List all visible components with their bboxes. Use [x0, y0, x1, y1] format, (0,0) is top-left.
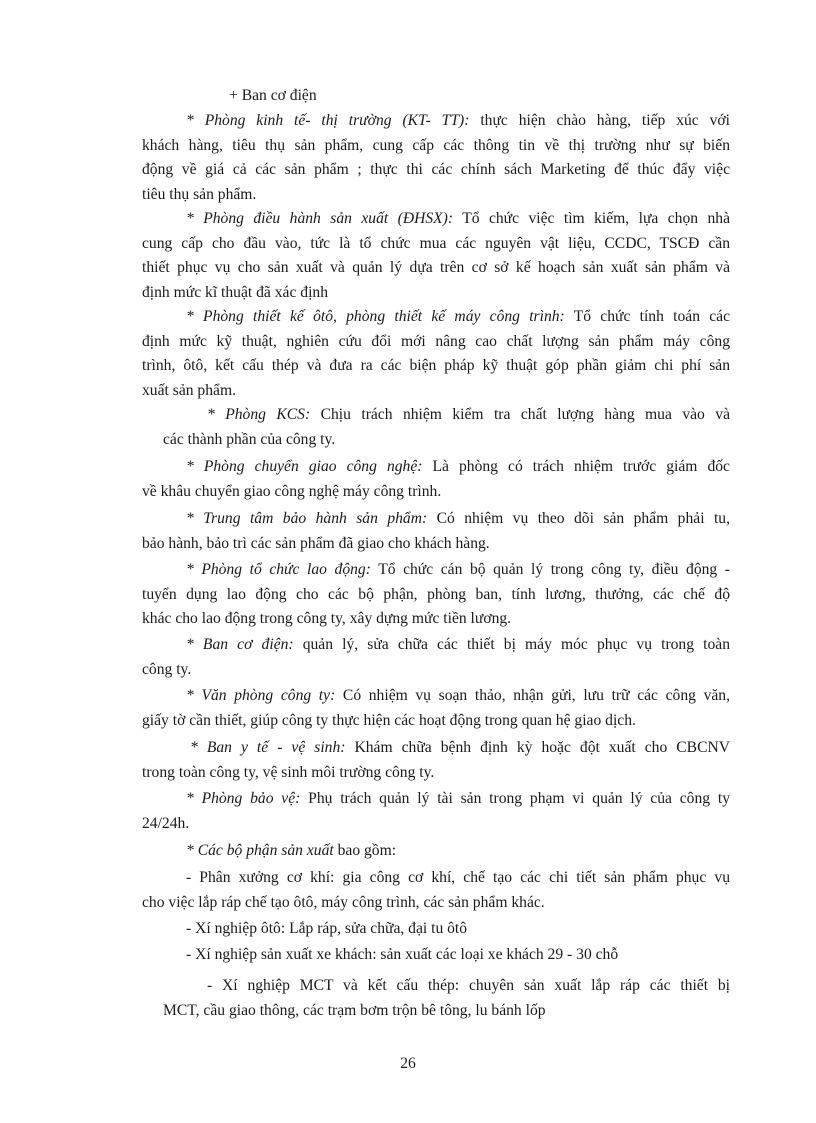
paragraph-dhsx — [142, 207, 730, 305]
paragraph-bo-phan — [186, 839, 730, 864]
italic-term: * Phòng chuyển giao công nghệ: — [186, 458, 423, 475]
line: trong toàn công ty, vệ sinh môi trường công ty. — [142, 763, 435, 781]
paragraph-kt-tt — [142, 109, 730, 207]
line-text: thực hiện chào hàng, tiếp xúc với — [469, 112, 730, 129]
line — [142, 507, 730, 532]
line-text: bao gồm: — [333, 842, 397, 859]
line — [163, 403, 730, 428]
page-number: 26 — [400, 1055, 416, 1072]
line: bảo hành, bảo trì các sản phẩm đã giao cho khách hàng. — [142, 534, 490, 552]
line: tiêu thụ sản phẩm. — [142, 185, 257, 203]
italic-term: * Phòng KCS: — [207, 406, 311, 423]
line-text: Tổ chức tính toán các — [564, 308, 730, 325]
line-text: Có nhiệm vụ soạn thảo, nhận gửi, lưu trữ các công văn, — [335, 687, 730, 704]
paragraph-xn-oto — [186, 917, 730, 942]
line-text: - Xí nghiệp ôtô: Lắp ráp, sửa chữa, đại tu ôtô — [186, 920, 468, 937]
line — [142, 305, 730, 330]
line-text: Là phòng có trách nhiệm trước giám đốc — [422, 458, 730, 475]
italic-term: * Phòng bảo vệ: — [186, 790, 301, 807]
line: - Phân xưởng cơ khí: gia công cơ khí, chế tạo các chi tiết sản phẩm phục vụ — [186, 869, 730, 886]
paragraph-van-phong — [142, 684, 730, 733]
line: tuyển dụng lao động cho các bộ phận, phòng ban, tính lương, thưởng, các chế độ — [142, 585, 730, 603]
line: định mức kỹ thuật, nghiên cứu đổi mới nâng cao chất lượng sản phẩm máy công — [142, 332, 730, 350]
line: cung cấp cho đầu vào, tức là tổ chức mua các nguyên vật liệu, CCDC, TSCĐ cần — [142, 234, 730, 252]
line-text: Tổ chức cán bộ quản lý trong công ty, điều động - — [370, 561, 730, 578]
line-text: quản lý, sửa chữa các thiết bị máy móc phục vụ trong toàn — [293, 636, 730, 653]
line-text: Tổ chức việc tìm kiếm, lựa chọn nhà — [453, 210, 730, 227]
line-text: Chịu trách nhiệm kiểm tra chất lượng hàng mua vào và — [310, 406, 730, 423]
italic-term: * Ban y tế - vệ sinh: — [190, 739, 346, 756]
line-text: Phụ trách quản lý tài sản trong phạm vi quản lý của công ty — [300, 790, 730, 807]
line-text: Khám chữa bệnh định kỳ hoặc đột xuất cho CBCNV — [345, 739, 730, 756]
paragraph-co-khi — [142, 866, 730, 915]
italic-term: * Ban cơ điện: — [186, 636, 294, 653]
line: - Xí nghiệp MCT và kết cấu thép: chuyên sản xuất lắp ráp các thiết bị — [207, 977, 730, 994]
line — [142, 207, 730, 232]
line: thiết phục vụ cho sản xuất và quản lý dựa trên cơ sở kế hoạch sản xuất sản phẩm và — [142, 259, 730, 276]
paragraph-xn-mct — [163, 974, 730, 1023]
italic-term: * Phòng kinh tế- thị trường (KT- TT): — [186, 112, 470, 129]
paragraph-y-te — [142, 736, 730, 785]
line-text: - Xí nghiệp sản xuất xe khách: sản xuất các loại xe khách 29 - 30 chỗ — [186, 946, 619, 963]
line — [142, 558, 730, 583]
heading-text: + Ban cơ điện — [229, 87, 317, 104]
line: xuất sản phẩm. — [142, 381, 236, 399]
line: về khâu chuyển giao công nghệ máy công trình. — [142, 482, 442, 500]
line: công ty. — [142, 660, 192, 678]
line: giấy tờ cần thiết, giúp công ty thực hiện các hoạt động trong quan hệ giao dịch. — [142, 711, 636, 729]
line: khách hàng, tiêu thụ sản phẩm, cung cấp các thông tin về thị trường như sự biến — [142, 136, 730, 154]
line: 24/24h. — [142, 814, 190, 832]
italic-term: * Các bộ phận sản xuất — [186, 842, 334, 859]
paragraph-chuyen-giao — [142, 455, 730, 504]
paragraph-bao-ve — [142, 787, 730, 836]
paragraph-to-chuc — [142, 558, 730, 632]
line — [142, 787, 730, 812]
line: các thành phần của công ty. — [163, 430, 336, 448]
italic-term: * Phòng thiết kế ôtô, phòng thiết kế máy công trình: — [186, 308, 565, 325]
line — [142, 684, 730, 709]
line — [142, 109, 730, 134]
line — [142, 736, 730, 761]
line: định mức kĩ thuật đã xác định — [142, 283, 329, 301]
line: cho việc lắp ráp chế tạo ôtô, máy công trình, các sản phẩm khác. — [142, 893, 545, 911]
paragraph-kcs — [163, 403, 730, 452]
line-text: Có nhiệm vụ theo dõi sản phẩm phải tu, — [427, 510, 730, 527]
italic-term: * Văn phòng công ty: — [186, 687, 336, 704]
paragraph-bao-hanh — [142, 507, 730, 556]
italic-term: * Trung tâm bảo hành sản phẩm: — [186, 510, 428, 527]
italic-term: * Phòng tổ chức lao động: — [186, 561, 371, 578]
line: khác cho lao động trong công ty, xây dựng mức tiền lương. — [142, 610, 512, 627]
paragraph-thiet-ke — [142, 305, 730, 403]
italic-term: * Phòng điều hành sản xuất (ĐHSX): — [186, 210, 454, 227]
paragraph-co-dien — [142, 633, 730, 682]
paragraph-xn-xe-khach — [186, 943, 730, 968]
section-heading — [229, 84, 529, 109]
line: động về giá cả các sản phẩm ; thực thi các chính sách Marketing để thúc đẩy việc — [142, 161, 730, 178]
line: trình, ôtô, kết cấu thép và đưa ra các biện pháp kỹ thuật góp phần giảm chi phí sản — [142, 357, 730, 374]
line — [142, 455, 730, 480]
line: MCT, cầu giao thông, các trạm bơm trộn bê tông, lu bánh lốp — [163, 1001, 546, 1019]
line — [142, 633, 730, 658]
